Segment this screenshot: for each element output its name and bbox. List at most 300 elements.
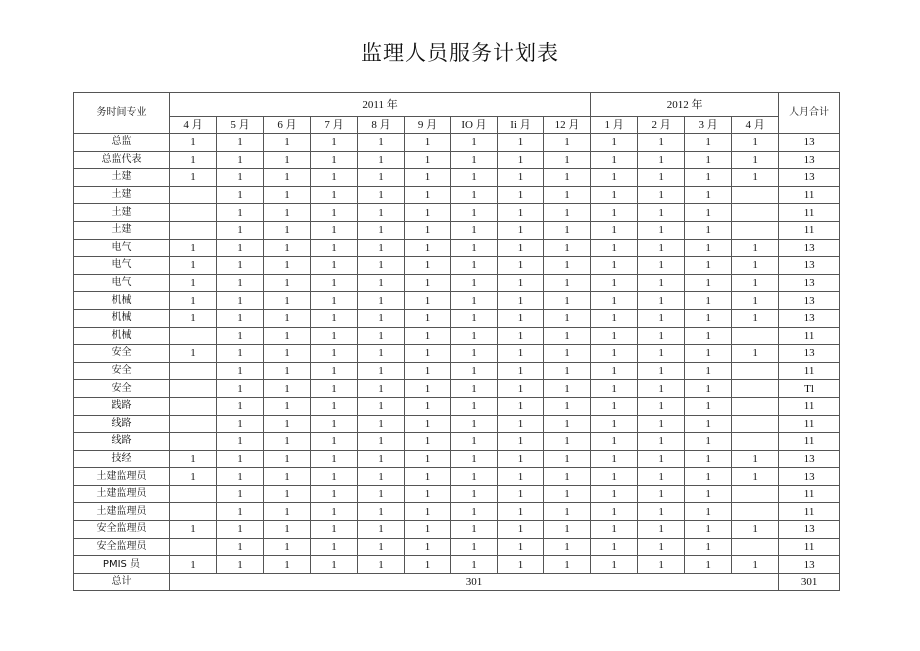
row-total-cell: 11 <box>779 327 840 345</box>
staffing-plan-table <box>73 92 840 591</box>
month-header: 8 月 <box>358 117 405 134</box>
month-cell: 1 <box>638 433 685 451</box>
month-cell: 1 <box>638 239 685 257</box>
month-cell <box>170 380 217 398</box>
month-cell: 1 <box>264 186 311 204</box>
month-cell: 1 <box>451 415 498 433</box>
month-cell: 1 <box>732 309 779 327</box>
month-cell: 1 <box>544 345 591 363</box>
month-cell: 1 <box>638 397 685 415</box>
month-cell: 1 <box>591 433 638 451</box>
month-cell: 1 <box>311 134 358 152</box>
month-cell: 1 <box>217 309 264 327</box>
month-cell: 1 <box>217 397 264 415</box>
month-cell: 1 <box>451 204 498 222</box>
page-title: 监理人员服务计划表 <box>361 41 559 65</box>
month-cell: 1 <box>544 468 591 486</box>
month-cell: 1 <box>451 309 498 327</box>
month-cell: 1 <box>591 151 638 169</box>
month-cell: 1 <box>638 292 685 310</box>
month-cell <box>170 538 217 556</box>
month-cell: 1 <box>498 415 544 433</box>
table-row <box>74 327 840 345</box>
month-cell: 1 <box>451 362 498 380</box>
table-row <box>74 169 840 187</box>
month-cell <box>170 503 217 521</box>
month-cell <box>170 221 217 239</box>
month-cell: 1 <box>498 221 544 239</box>
month-cell: 1 <box>358 151 405 169</box>
month-cell: 1 <box>264 450 311 468</box>
month-cell: 1 <box>638 186 685 204</box>
month-cell: 1 <box>405 151 451 169</box>
month-cell: 1 <box>591 257 638 275</box>
month-cell: 1 <box>217 274 264 292</box>
month-cell: 1 <box>685 309 732 327</box>
month-cell: 1 <box>638 538 685 556</box>
month-cell: 1 <box>451 221 498 239</box>
month-cell: 1 <box>170 292 217 310</box>
month-cell: 1 <box>498 309 544 327</box>
row-total-cell: 13 <box>779 169 840 187</box>
month-cell: 1 <box>311 292 358 310</box>
month-cell <box>170 397 217 415</box>
month-cell: 1 <box>311 485 358 503</box>
month-cell: 1 <box>544 239 591 257</box>
month-cell: 1 <box>685 362 732 380</box>
month-cell: 1 <box>544 169 591 187</box>
year-2011-header: 2011 年 <box>170 93 591 117</box>
month-cell: 1 <box>405 397 451 415</box>
month-cell: 1 <box>311 151 358 169</box>
table-row <box>74 521 840 539</box>
month-cell: 1 <box>358 327 405 345</box>
month-cell: 1 <box>358 503 405 521</box>
table-row <box>74 556 840 574</box>
month-cell: 1 <box>311 450 358 468</box>
row-total-cell: 13 <box>779 345 840 363</box>
month-cell: 1 <box>170 134 217 152</box>
month-cell: 1 <box>264 503 311 521</box>
month-cell: 1 <box>311 468 358 486</box>
role-cell: 安全 <box>74 380 170 398</box>
role-cell: 电气 <box>74 257 170 275</box>
month-cell: 1 <box>405 380 451 398</box>
month-cell <box>732 433 779 451</box>
month-cell: 1 <box>311 186 358 204</box>
month-cell: 1 <box>591 204 638 222</box>
month-cell: 1 <box>217 521 264 539</box>
footer-row <box>74 573 840 591</box>
month-cell: 1 <box>311 239 358 257</box>
month-cell: 1 <box>405 239 451 257</box>
row-total-cell: 11 <box>779 538 840 556</box>
month-cell: 1 <box>732 521 779 539</box>
month-cell: 1 <box>358 485 405 503</box>
month-cell <box>170 485 217 503</box>
month-cell <box>732 186 779 204</box>
month-cell: 1 <box>358 169 405 187</box>
month-cell: 1 <box>544 521 591 539</box>
month-cell: 1 <box>217 415 264 433</box>
month-cell: 1 <box>311 380 358 398</box>
month-cell <box>732 362 779 380</box>
month-cell: 1 <box>544 397 591 415</box>
row-total-cell: 11 <box>779 415 840 433</box>
month-cell: 1 <box>498 204 544 222</box>
month-cell <box>170 415 217 433</box>
month-cell: 1 <box>217 538 264 556</box>
role-cell: 安全 <box>74 362 170 380</box>
month-cell: 1 <box>591 309 638 327</box>
row-total-cell: 11 <box>779 433 840 451</box>
month-cell: 1 <box>544 292 591 310</box>
month-cell: 1 <box>358 345 405 363</box>
month-header: 12 月 <box>544 117 591 134</box>
month-cell: 1 <box>405 309 451 327</box>
row-total-cell: 13 <box>779 274 840 292</box>
month-cell: 1 <box>451 521 498 539</box>
month-cell: 1 <box>591 134 638 152</box>
month-cell: 1 <box>451 327 498 345</box>
month-cell <box>732 221 779 239</box>
month-cell: 1 <box>451 151 498 169</box>
role-cell: 机械 <box>74 327 170 345</box>
month-cell: 1 <box>732 239 779 257</box>
month-cell: 1 <box>498 151 544 169</box>
month-cell: 1 <box>638 485 685 503</box>
header-row-years <box>74 93 840 117</box>
month-header: 9 月 <box>405 117 451 134</box>
month-cell: 1 <box>591 292 638 310</box>
table-row <box>74 292 840 310</box>
month-cell <box>732 380 779 398</box>
month-cell: 1 <box>732 151 779 169</box>
month-cell: 1 <box>685 468 732 486</box>
table-row <box>74 221 840 239</box>
row-total-cell: Tl <box>779 380 840 398</box>
month-cell: 1 <box>591 468 638 486</box>
role-cell: 总监 <box>74 134 170 152</box>
month-cell: 1 <box>685 380 732 398</box>
row-total-cell: 13 <box>779 134 840 152</box>
month-cell: 1 <box>264 433 311 451</box>
month-cell: 1 <box>685 397 732 415</box>
role-cell: 土建 <box>74 221 170 239</box>
month-cell: 1 <box>451 450 498 468</box>
row-total-cell: 13 <box>779 309 840 327</box>
month-cell: 1 <box>405 362 451 380</box>
month-cell: 1 <box>498 450 544 468</box>
role-cell: 土建监理员 <box>74 485 170 503</box>
month-cell: 1 <box>451 433 498 451</box>
month-cell: 1 <box>498 538 544 556</box>
month-cell: 1 <box>264 362 311 380</box>
month-cell: 1 <box>732 292 779 310</box>
month-cell: 1 <box>264 309 311 327</box>
month-cell: 1 <box>638 204 685 222</box>
month-cell: 1 <box>264 292 311 310</box>
month-header: 3 月 <box>685 117 732 134</box>
month-cell: 1 <box>591 221 638 239</box>
role-cell: 土建监理员 <box>74 468 170 486</box>
role-cell: 机械 <box>74 309 170 327</box>
month-cell: 1 <box>732 450 779 468</box>
table-row <box>74 257 840 275</box>
month-cell: 1 <box>498 327 544 345</box>
month-cell: 1 <box>544 380 591 398</box>
table-row <box>74 239 840 257</box>
month-cell: 1 <box>217 239 264 257</box>
month-cell: 1 <box>405 345 451 363</box>
month-cell: 1 <box>358 468 405 486</box>
month-cell: 1 <box>311 362 358 380</box>
month-cell: 1 <box>264 468 311 486</box>
month-cell: 1 <box>498 380 544 398</box>
table-row <box>74 468 840 486</box>
month-cell: 1 <box>638 468 685 486</box>
month-cell: 1 <box>217 204 264 222</box>
month-cell: 1 <box>451 239 498 257</box>
month-cell: 1 <box>405 134 451 152</box>
month-cell: 1 <box>405 274 451 292</box>
month-cell: 1 <box>311 433 358 451</box>
month-cell: 1 <box>405 485 451 503</box>
month-cell: 1 <box>732 134 779 152</box>
month-cell: 1 <box>685 345 732 363</box>
month-cell: 1 <box>638 134 685 152</box>
month-cell: 1 <box>498 292 544 310</box>
month-cell: 1 <box>217 221 264 239</box>
month-cell: 1 <box>591 362 638 380</box>
month-cell: 1 <box>451 468 498 486</box>
month-cell: 1 <box>544 327 591 345</box>
month-cell: 1 <box>405 169 451 187</box>
month-header: IO 月 <box>451 117 498 134</box>
month-cell: 1 <box>498 362 544 380</box>
month-cell <box>732 415 779 433</box>
month-cell: 1 <box>498 345 544 363</box>
month-cell: 1 <box>685 274 732 292</box>
month-cell: 1 <box>591 239 638 257</box>
month-cell: 1 <box>358 538 405 556</box>
month-cell: 1 <box>264 221 311 239</box>
month-cell: 1 <box>544 433 591 451</box>
month-header: 4 月 <box>732 117 779 134</box>
role-cell: 土建 <box>74 204 170 222</box>
month-cell: 1 <box>732 345 779 363</box>
month-cell: 1 <box>264 485 311 503</box>
role-cell: 践路 <box>74 397 170 415</box>
footer-sum: 301 <box>170 573 779 591</box>
month-cell: 1 <box>498 397 544 415</box>
month-cell: 1 <box>451 134 498 152</box>
month-cell: 1 <box>264 274 311 292</box>
month-cell: 1 <box>358 134 405 152</box>
month-cell: 1 <box>358 380 405 398</box>
month-cell: 1 <box>638 450 685 468</box>
row-total-cell: 13 <box>779 521 840 539</box>
month-cell: 1 <box>544 503 591 521</box>
month-cell: 1 <box>685 186 732 204</box>
month-cell: 1 <box>685 327 732 345</box>
month-cell: 1 <box>170 151 217 169</box>
month-cell: 1 <box>217 485 264 503</box>
month-cell: 1 <box>685 433 732 451</box>
month-cell: 1 <box>264 239 311 257</box>
month-cell: 1 <box>544 186 591 204</box>
year-2012-header: 2012 年 <box>591 93 779 117</box>
month-cell <box>170 204 217 222</box>
month-cell <box>732 503 779 521</box>
month-cell: 1 <box>311 204 358 222</box>
month-cell: 1 <box>638 503 685 521</box>
month-cell: 1 <box>358 521 405 539</box>
month-cell: 1 <box>685 521 732 539</box>
month-cell: 1 <box>405 468 451 486</box>
month-cell: 1 <box>311 556 358 574</box>
total-column-header: 人月合计 <box>779 93 840 134</box>
month-cell: 1 <box>264 257 311 275</box>
month-cell: 1 <box>264 556 311 574</box>
month-cell: 1 <box>638 345 685 363</box>
month-cell: 1 <box>217 345 264 363</box>
month-cell: 1 <box>638 521 685 539</box>
month-cell: 1 <box>264 169 311 187</box>
month-cell: 1 <box>311 397 358 415</box>
row-total-cell: 13 <box>779 151 840 169</box>
row-total-cell: 13 <box>779 556 840 574</box>
month-cell: 1 <box>685 485 732 503</box>
month-cell: 1 <box>264 151 311 169</box>
month-cell: 1 <box>358 397 405 415</box>
month-header: 6 月 <box>264 117 311 134</box>
month-cell: 1 <box>405 186 451 204</box>
month-cell: 1 <box>217 186 264 204</box>
row-total-cell: 11 <box>779 485 840 503</box>
month-cell: 1 <box>405 538 451 556</box>
month-cell: 1 <box>217 292 264 310</box>
month-cell: 1 <box>451 503 498 521</box>
month-cell: 1 <box>358 556 405 574</box>
month-cell: 1 <box>591 521 638 539</box>
corner-header: 务时间专业 <box>74 93 170 134</box>
month-cell: 1 <box>311 327 358 345</box>
month-cell: 1 <box>217 556 264 574</box>
table-row <box>74 485 840 503</box>
month-cell: 1 <box>544 538 591 556</box>
table-row <box>74 362 840 380</box>
month-header: 2 月 <box>638 117 685 134</box>
row-total-cell: 11 <box>779 503 840 521</box>
month-cell: 1 <box>217 134 264 152</box>
month-cell: 1 <box>451 538 498 556</box>
month-cell: 1 <box>358 415 405 433</box>
month-cell: 1 <box>217 362 264 380</box>
month-cell: 1 <box>358 362 405 380</box>
month-cell: 1 <box>264 345 311 363</box>
month-cell: 1 <box>217 380 264 398</box>
month-cell: 1 <box>264 134 311 152</box>
row-total-cell: 13 <box>779 292 840 310</box>
month-cell: 1 <box>170 556 217 574</box>
month-header: 7 月 <box>311 117 358 134</box>
month-cell: 1 <box>358 239 405 257</box>
role-cell: 土建 <box>74 186 170 204</box>
month-cell: 1 <box>451 485 498 503</box>
month-cell: 1 <box>405 221 451 239</box>
month-cell: 1 <box>264 521 311 539</box>
month-cell: 1 <box>591 450 638 468</box>
role-cell: 线路 <box>74 415 170 433</box>
month-cell <box>732 538 779 556</box>
month-cell: 1 <box>591 274 638 292</box>
month-cell: 1 <box>685 292 732 310</box>
month-cell: 1 <box>311 169 358 187</box>
month-cell: 1 <box>170 169 217 187</box>
month-cell: 1 <box>498 468 544 486</box>
role-cell: 安全监理员 <box>74 521 170 539</box>
row-total-cell: 11 <box>779 397 840 415</box>
month-cell: 1 <box>685 556 732 574</box>
month-cell <box>732 397 779 415</box>
month-cell: 1 <box>638 274 685 292</box>
table-row <box>74 538 840 556</box>
footer-label: 总计 <box>74 573 170 591</box>
month-cell: 1 <box>732 169 779 187</box>
month-cell <box>170 186 217 204</box>
month-cell: 1 <box>638 362 685 380</box>
month-cell: 1 <box>498 186 544 204</box>
month-cell: 1 <box>264 538 311 556</box>
month-cell: 1 <box>217 450 264 468</box>
month-cell: 1 <box>405 521 451 539</box>
table-row <box>74 433 840 451</box>
month-cell: 1 <box>638 151 685 169</box>
month-cell: 1 <box>311 274 358 292</box>
month-cell: 1 <box>685 151 732 169</box>
table-row <box>74 274 840 292</box>
month-cell: 1 <box>451 556 498 574</box>
month-cell: 1 <box>451 292 498 310</box>
month-cell: 1 <box>405 415 451 433</box>
month-cell: 1 <box>732 556 779 574</box>
month-cell: 1 <box>591 327 638 345</box>
month-cell: 1 <box>358 433 405 451</box>
month-cell: 1 <box>591 345 638 363</box>
month-cell <box>732 327 779 345</box>
month-cell: 1 <box>451 380 498 398</box>
month-cell: 1 <box>217 257 264 275</box>
month-cell: 1 <box>405 450 451 468</box>
month-cell: 1 <box>358 450 405 468</box>
month-cell: 1 <box>544 257 591 275</box>
month-cell: 1 <box>591 169 638 187</box>
month-cell: 1 <box>544 362 591 380</box>
month-cell: 1 <box>591 415 638 433</box>
month-cell: 1 <box>264 397 311 415</box>
month-cell: 1 <box>685 239 732 257</box>
table-row <box>74 380 840 398</box>
month-cell <box>732 485 779 503</box>
month-cell: 1 <box>732 274 779 292</box>
role-cell: 电气 <box>74 239 170 257</box>
role-cell: 技经 <box>74 450 170 468</box>
month-cell: 1 <box>544 485 591 503</box>
month-cell: 1 <box>685 134 732 152</box>
month-cell: 1 <box>264 327 311 345</box>
month-cell: 1 <box>544 151 591 169</box>
